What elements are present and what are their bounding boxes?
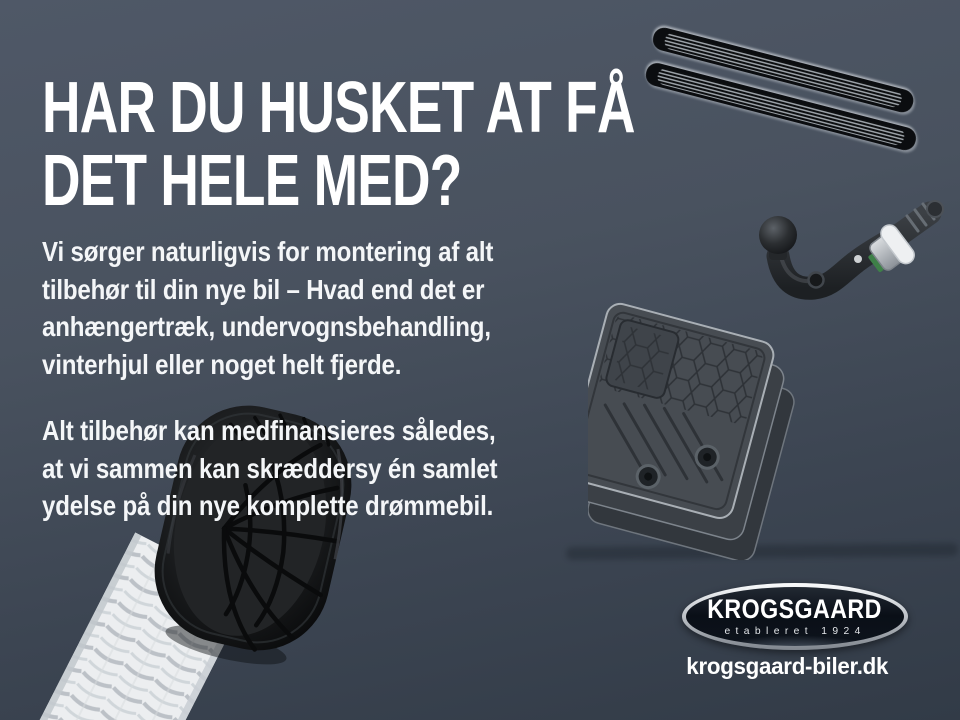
paragraph-line: Vi sørger naturligvis for montering af alt xyxy=(42,236,494,267)
website-url: krogsgaard-biler.dk xyxy=(686,653,888,679)
paragraph-line: vinterhjul eller noget helt fjerde. xyxy=(42,348,402,380)
headline-line-1: HAR DU HUSKET AT FÅ xyxy=(42,68,635,148)
logo-brand-text: KROGSGAARD xyxy=(707,594,883,624)
krogsgaard-logo-badge xyxy=(682,583,908,650)
paragraph-line: at vi sammen kan skræddersy én samlet xyxy=(42,452,498,484)
paragraph-line: ydelse på din nye komplette drømmebil. xyxy=(42,490,494,522)
paragraph-line: anhængertræk, undervognsbehandling, xyxy=(42,311,491,343)
body-paragraph-2 xyxy=(42,412,572,525)
logo-oval xyxy=(686,587,904,646)
paragraph-line: Alt tilbehør kan medfinansieres således, xyxy=(42,415,496,446)
headline xyxy=(42,68,843,221)
body-paragraph-1 xyxy=(42,233,567,383)
logo-tagline-text: etableret 1924 xyxy=(724,625,866,637)
headline-line-2: DET HELE MED? xyxy=(42,141,462,221)
paragraph-line: tilbehør til din nye bil – Hvad end det er xyxy=(42,273,485,305)
rubber-floor-mats-image xyxy=(588,300,908,560)
